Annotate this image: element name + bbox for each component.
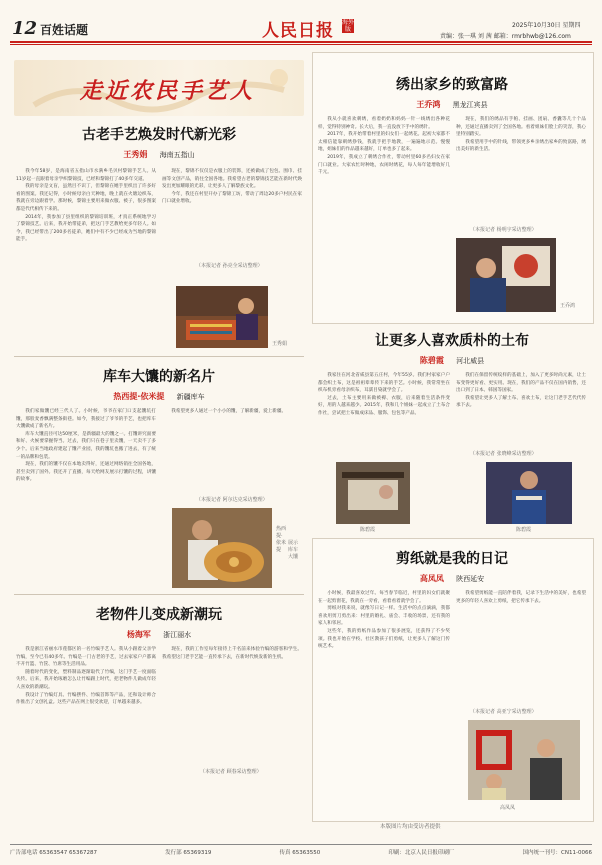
homespun-photo-image xyxy=(486,462,572,524)
article-title: 剪纸就是我的日记 xyxy=(396,551,508,567)
paragraph: 过去，土布主要用来做被褥、衣服，后来随着生活条件变好，用的人越来越少。2015年，我和几个姐妹一起成立了土布合作社，尝试把土布做成床品、服饰、包包等产品。 xyxy=(318,395,450,416)
weaver-photo-image xyxy=(176,286,268,348)
paragraph: 我们在保留传统纹样的基础上，加入了更多时尚元素，让土布变得更好看、更实用。现在，我们的产品不仅在国内销售，还出口到了日本、韩国等国家。 xyxy=(456,373,586,394)
paragraph: 库车大馕直径可达50厘米，是新疆最大的馕之一。打馕讲究面要和好、火候要掌握得当。过去，我们只在巷子里卖馕，一天卖不了多少个。后来当地政府建起了馕产业园，我的馕坑也搬了进去，有了统一的品牌和包装。 xyxy=(16,431,156,460)
editors-line: 责编：张一琪 刘 茜 邮箱：rmrbhwb@126.com xyxy=(440,33,571,40)
paragraph: 2014年，我参加了县里组织的黎锦培训班，才真正系统地学习了黎锦技艺。后来，我开始带徒弟，把这门手艺教给更多年轻人。如今，我已经带出了200多名徒弟，她们中有不少已经成为当地的黎锦能手。 xyxy=(16,214,156,243)
paragraph: 这些年，我的剪纸作品参加了很多展览，还获得了不少奖项。我也开始在学校、社区教孩子们剪纸，让更多人了解这门传统艺术。 xyxy=(318,628,450,650)
article-footer: （本报记者 高亚宁采访整理） xyxy=(470,709,537,715)
footer-fax: 传真 65363550 xyxy=(279,850,321,856)
article-title: 古老手艺焕发时代新光彩 xyxy=(82,127,236,143)
article-heritage xyxy=(14,124,304,160)
photo-caption: 王乔鸿 xyxy=(560,303,576,309)
article-byline xyxy=(312,99,592,110)
loom-photo-image xyxy=(336,462,410,524)
author-name: 陈碧霞 xyxy=(419,356,444,365)
photo-homespun xyxy=(486,462,572,524)
article-byline xyxy=(312,573,592,584)
paragraph: 我是浙江省丽水市莲都区的一名竹编手艺人。我从小跟着父亲学竹编，至今已有40多年。竹编是一门古老的手艺，过去家家户户都离不开竹篮、竹筐、竹席等生活用品。 xyxy=(16,647,156,668)
page-header xyxy=(0,0,602,46)
nang-photo-image xyxy=(172,508,272,588)
article-title: 老物件儿变成新潮玩 xyxy=(96,607,222,623)
paragraph: 2019年，我成立了刺绣合作社，带动村里60多名妇女在家门口就业。大家农忙时种地，农闲时绣花，每人每年能增收好几千元。 xyxy=(318,154,450,176)
divider xyxy=(14,594,304,595)
page-footer xyxy=(10,848,592,856)
paragraph: 现在，黎锦不仅仅是衣服上的装饰，还被做成了包包、围巾、挂画等文创产品，销往全国各地。我希望古老的黎锦技艺能在新时代焕发出更加耀眼的光彩，让更多人了解黎族文化。 xyxy=(162,169,302,190)
article-nang xyxy=(14,366,304,402)
footer-ad-phone: 广告部电话 65363547 65367287 xyxy=(10,850,97,856)
page-number: 12 xyxy=(12,18,38,39)
article-footer: （本报记者 顾春采访整理） xyxy=(200,769,262,775)
paragraph: 我希望更多人通过一个小小的馕，了解新疆，爱上新疆。 xyxy=(171,409,287,414)
photo-caption: 热西提·依米提 xyxy=(276,526,287,553)
author-place: 新疆库车 xyxy=(176,393,205,401)
paragraph: 剪纸对我来说，就像写日记一样。生活中的点点滴滴，我都喜欢用剪刀剪出来：村里的婚礼、庙会、丰收的场景，还有我的家人和邻居。 xyxy=(318,606,450,627)
photo-caption: 陈碧霞 xyxy=(360,527,376,533)
author-name: 王乔鸿 xyxy=(416,100,441,109)
footer-printer: 印刷：北京人民日报印刷厂 xyxy=(388,850,455,856)
photo-weaver xyxy=(176,286,268,348)
author-place: 黑龙江宾县 xyxy=(452,101,488,109)
paragraph: 我们家做馕已经三代人了。小时候，爷爷在家门口支起馕坑打馕，那股麦香飘满整条街巷。如今，我接过了爷爷的手艺，也把库车大馕做成了新名片。 xyxy=(16,409,156,430)
article-title: 库车大馕的新名片 xyxy=(103,369,215,385)
header-rule xyxy=(10,41,592,43)
paragraph: 现在，我们的馕不仅在本地卖得好，还通过网络销往全国各地，甚至卖到了国外。我还开了直播，每天给网友展示打馕的过程，讲馕的故事。 xyxy=(16,462,156,483)
paragraph: 我今年58岁，是海南省五指山市水满乡毛贝村黎锦手艺人。从11岁起一直跟着母亲学织黎锦技，已经和黎锦打了40多年交道。 xyxy=(16,169,156,182)
paragraph: 随着时代的变化，塑料制品逐渐取代了竹编，这门手艺一度面临失传。后来，我开始琢磨怎么让竹编跟上时代，把老物件儿做成年轻人喜欢的新潮玩。 xyxy=(16,669,156,690)
author-name: 高凤凤 xyxy=(419,574,444,583)
photo-caption-2: 展示库车大馕 xyxy=(288,540,299,560)
photo-caption: 高凤凤 xyxy=(500,805,516,811)
photo-embroidery xyxy=(456,238,556,312)
article-body xyxy=(318,116,450,316)
footer-rule xyxy=(10,844,592,845)
paragraph: 我希望剪纸能一直陪伴着我，记录下生活中的美好，也希望更多的年轻人喜欢上剪纸，把它传承下去。 xyxy=(456,591,586,604)
article-body xyxy=(456,116,586,224)
date-line: 2025年10月30日 星期四 xyxy=(512,22,581,29)
article-body xyxy=(16,408,156,586)
article-body xyxy=(16,646,156,836)
article-title: 让更多人喜欢质朴的土布 xyxy=(375,333,529,349)
article-homespun xyxy=(312,330,592,366)
footer-issn: 国内统一刊号：CN11-0066 xyxy=(522,850,592,856)
paragraph: 2017年，我开始带着村里的妇女们一起绣花。起初大家都不太相信能靠刺绣挣钱，我就手把手地教，一遍遍地示范。慢慢地，姐妹们的作品越来越好，订单也多了起来。 xyxy=(318,132,450,153)
author-place: 浙江丽水 xyxy=(163,631,192,639)
paragraph: 今年，我还在村里开办了黎锦工坊，带动了周边20多户村民在家门口就业增收。 xyxy=(162,191,302,205)
author-place: 河北威县 xyxy=(456,357,485,365)
paragraph: 我从小就喜欢刺绣，看着奶奶和妈妈一针一线绣出各种花样，觉得特别神奇。长大后，我一直没放下手中的绣针。 xyxy=(318,117,450,130)
author-name: 王秀娟 xyxy=(123,150,148,159)
paragraph: 我设计了竹编灯具、竹编摆件、竹编首饰等产品，还和设计师合作推出了文创礼盒。这些产品在网上很受欢迎，订单越来越多。 xyxy=(16,692,156,706)
author-name: 杨海军 xyxy=(126,630,151,639)
paragraph: 现在，我的工作室每年接待上千名前来体验竹编的游客和学生。我希望这门老手艺能一直传承下去，在新时代焕发新的生机。 xyxy=(162,647,302,660)
author-place: 陕西延安 xyxy=(456,575,485,583)
paragraph: 现在，我们的绣品有手帕、挂画、团扇、香囊等几十个品种，还通过直播卖到了全国各地。看着姐妹们脸上的笑容，我心里特别踏实。 xyxy=(456,117,586,138)
article-footer: （本报记者 孙亮全采访整理） xyxy=(196,263,263,269)
article-footer: （本报记者 阿尔达克采访整理） xyxy=(196,497,268,503)
article-footer: （本报记者 张晓峰采访整理） xyxy=(470,451,537,457)
author-place: 海南五指山 xyxy=(159,151,195,159)
article-embroidery xyxy=(312,74,592,110)
divider xyxy=(14,356,304,357)
photo-papercut xyxy=(468,720,580,800)
footer-distribution: 发行部 65369319 xyxy=(165,850,212,856)
article-body xyxy=(456,372,586,448)
paragraph: 我家住在河北省威县第五庄村，今年55岁。我们村家家户户都会织土布，这是祖祖辈辈传下来的手艺。小时候，我常常坐在织布机旁看母亲织布，耳濡目染就学会了。 xyxy=(318,373,450,394)
article-papercut xyxy=(312,548,592,584)
paragraph: 我希望用手中的针线，带领更多乡亲绣出家乡的致富路，绣出美好的新生活。 xyxy=(456,139,586,153)
photo-credit-note: 本版图片均由受访者提供 xyxy=(380,824,441,830)
article-body xyxy=(318,590,450,812)
article-bamboo xyxy=(14,604,304,640)
embroidery-photo-image xyxy=(456,238,556,312)
paragraph: 我的母亲是文盲，虽然目不识丁，但黎锦在她手里织出了许多好看的图案。我还记得，小时候母亲白天种地，晚上就在火塘边织布，我就在旁边跟着学。那时候，黎锦主要用来做衣服、被子，很多图案都是代代相传下来的。 xyxy=(16,184,156,212)
photo-nang xyxy=(172,508,272,588)
photo-loom xyxy=(336,462,410,524)
article-body xyxy=(162,646,302,764)
paragraph: 我希望让更多人了解土布、喜欢土布，让这门老手艺代代传承下去。 xyxy=(456,395,586,409)
newspaper-logo: 人民日报 xyxy=(262,21,334,41)
papercut-photo-image xyxy=(468,720,580,800)
column-name: 百姓话题 xyxy=(40,23,89,37)
header-rule-thin xyxy=(10,44,592,45)
article-byline xyxy=(312,355,592,366)
article-body xyxy=(16,168,156,346)
article-footer: （本报记者 杨明宇采访整理） xyxy=(470,227,537,233)
article-body xyxy=(456,590,586,700)
article-title: 绣出家乡的致富路 xyxy=(396,77,508,93)
logo-sub: 海外版 xyxy=(342,19,355,33)
author-name: 热西提·依米提 xyxy=(113,392,165,401)
paragraph: 小时候，我最喜欢过年。每当春节临近，村里的妇女们就聚在一起剪窗花，我就在一旁看，看着看着就学会了。 xyxy=(318,591,450,604)
article-byline xyxy=(14,629,304,640)
article-byline xyxy=(14,391,304,402)
photo-caption: 王秀娟 xyxy=(272,341,288,347)
photo-caption: 陈碧霞 xyxy=(516,527,532,533)
banner-title: 走近农民手艺人 xyxy=(80,78,256,104)
article-body xyxy=(162,408,302,500)
article-byline xyxy=(14,149,304,160)
